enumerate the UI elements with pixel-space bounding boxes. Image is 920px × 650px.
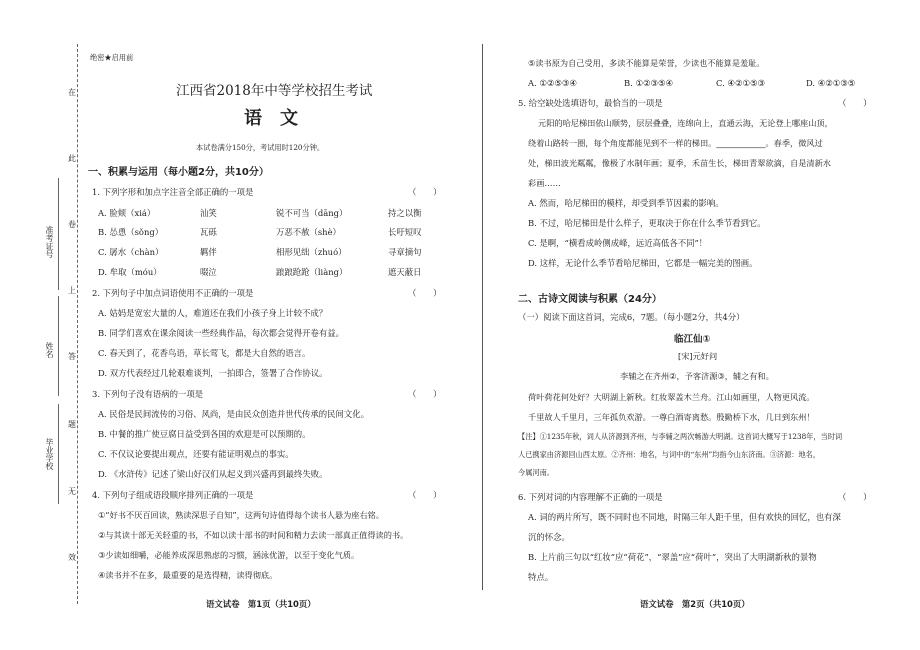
q4-item-5: ⑤读书原为自己受用，多读不能算是荣誉，少读也不能算是羞耻。	[528, 58, 765, 68]
q4-item-1: ①“好书不厌百回读，熟读深思子自知”，这两句诗值得每个读书人悬为座右铭。	[98, 510, 385, 520]
q5-passage-line: 处，梯田波光粼粼，像极了水制年画；夏季，禾苗生长，梯田青翠欲滴，自是清新水	[528, 158, 831, 168]
q1-b-2: 瓦砾	[200, 227, 217, 237]
q5-option-b: B. 不过，哈尼梯田是什么样子，更取决于你在什么季节看到它。	[528, 218, 766, 228]
seal-char: 上	[68, 286, 76, 295]
poem-note-line: 人已携家由济源回山西太原。②齐州：地名，与词中的“东州”均指今山东济南。③济源：地名，	[518, 450, 821, 459]
q4-paren: （ ）	[408, 490, 442, 500]
field-label-school: 毕业学校	[45, 438, 54, 470]
q2-paren: （ ）	[408, 288, 442, 298]
q5-option-a: A. 然而，哈尼梯田的模样，却受到季节因素的影响。	[528, 198, 724, 208]
subject-title: 语 文	[244, 108, 298, 129]
field-label-exam-number: 准考证号	[45, 226, 54, 258]
q1-b-3: 万恶不赦（shè）	[276, 227, 341, 237]
q4-option-a: A. ①②⑤③④	[528, 78, 577, 88]
q1-b-1: B. 怂恿（sǒng）	[98, 227, 164, 237]
field-line-name	[58, 296, 59, 396]
q4-item-3: ③少读如细嚼，必能养成深思熟虑的习惯，涵泳优游，以至于变化气质。	[98, 550, 360, 560]
page2-footer: 语文试卷 第2页（共10页）	[640, 599, 750, 609]
section1-title: 一、积累与运用（每小题2分，共10分）	[88, 167, 269, 178]
seal-char: 卷	[68, 220, 76, 229]
q1-d-1: D. 牟取（móu）	[98, 267, 162, 277]
seal-char: 在	[68, 88, 76, 97]
q4-item-2: ②与其读十部无关轻重的书，不如以读十部书的时间和精力去读一部真正值得读的书。	[98, 530, 409, 540]
q5-passage-line: 彩画……	[528, 178, 561, 188]
exam-info: 本试卷满分150分，考试用时120分钟。	[196, 143, 325, 152]
q1-d-2: 啜泣	[200, 267, 217, 277]
exam-title: 江西省2018年中等学校招生考试	[176, 83, 373, 99]
q1-c-3: 相形见绌（zhuó）	[276, 247, 347, 257]
q5-option-c: C. 是啊，“横看成岭侧成峰，远近高低各不同”！	[528, 238, 708, 248]
seal-char: 效	[68, 553, 76, 562]
binding-dashed-line	[77, 44, 78, 604]
q3-option-b: B. 中餐的推广使豆腐日益受到各国的欢迎是可以预期的。	[98, 429, 311, 439]
page1-footer: 语文试卷 第1页（共10页）	[206, 599, 316, 609]
q2-option-c: C. 春天到了，花香鸟语，草长莺飞，都是大自然的语言。	[98, 348, 311, 358]
field-line-exam-number	[58, 178, 59, 290]
q1-c-2: 羁伴	[200, 247, 217, 257]
q2-option-d: D. 双方代表经过几轮艰难谈判，一拍即合，签署了合作协议。	[98, 368, 328, 378]
seal-char: 无	[68, 487, 76, 496]
poem-note-line: 【注】①1235年秋，词人从济源到齐州，与李辅之两次畅游大明湖。这首词大概写于1238年，当时词	[518, 432, 843, 441]
q4-option-c: C. ④②①⑤③	[716, 78, 765, 88]
field-line-school	[58, 404, 59, 504]
q1-d-4: 遮天蔽日	[388, 267, 422, 277]
q5-passage-line: 绕着山路转一圈，每个角度都能见到不一样的梯田。____________。春季，微风过	[528, 138, 823, 148]
q1-a-1: A. 脸颊（xiá）	[98, 208, 156, 218]
poem-line: 荷叶荷花何处好？大明湖上新秋。红妆翠盖木兰舟。江山如画里，人物更风流。	[528, 392, 815, 402]
poem-title: 临江仙①	[674, 334, 711, 345]
q3-stem: 3. 下列句子没有语病的一项是	[92, 389, 204, 399]
q4-stem: 4. 下列句子组成语段顺序排列正确的一项是	[92, 490, 254, 500]
section2-title: 二、古诗文阅读与积累（24分）	[518, 294, 662, 305]
q1-a-2: 汕笑	[200, 208, 217, 218]
q6-option-b-cont: 特点。	[528, 572, 554, 582]
q1-d-3: 踉踉跄跄（liàng）	[276, 267, 348, 277]
q2-option-b: B. 同学们喜欢在课余阅读一些经典作品，每次都会觉得开卷有益。	[98, 328, 344, 338]
poem-note-line: 今属河南。	[518, 468, 554, 477]
q3-option-c: C. 不仅议论要提出观点，还要有能证明观点的事实。	[98, 449, 294, 459]
q4-option-b: B. ①②③⑤④	[624, 78, 674, 88]
poem-author: [宋]元好问	[678, 351, 718, 361]
q6-option-a: A. 词的两片所写，既不同时也不同地，时隔三年人距千里，但有欢快的回忆，也有深	[528, 512, 841, 522]
seal-char: 答	[68, 352, 76, 361]
q1-c-1: C. 孱水（chàn）	[98, 247, 164, 257]
q6-option-b: B. 上片前三句以“红妆”应“荷花”，“翠盖”应“荷叶”，突出了大明湖新秋的景物	[528, 552, 817, 562]
poem-preface: 李辅之在齐州②，予客济源③，辅之有和。	[620, 371, 774, 381]
q1-stem: 1. 下列字形和加点字注音全部正确的一项是	[92, 187, 254, 197]
field-label-name: 姓名	[45, 342, 54, 358]
page-divider	[482, 44, 483, 590]
seal-char: 题	[68, 420, 76, 429]
q3-option-d: D. 《水浒传》记述了梁山好汉们从起义到兴盛再到最终失败。	[98, 469, 328, 479]
q3-paren: （ ）	[408, 389, 442, 399]
sub1-instruction: （一）阅读下面这首词，完成6，7题。（每小题2分，共4分）	[518, 312, 745, 322]
q1-b-4: 长吁短叹	[388, 227, 422, 237]
q1-c-4: 寻章摘句	[388, 247, 422, 257]
seal-char: 此	[68, 154, 76, 163]
q6-stem: 6. 下列对词的内容理解不正确的一项是	[518, 492, 663, 502]
q5-paren: （ ）	[838, 98, 872, 108]
poem-line: 千里故人千里月，三年孤负欢游。一尊白酒寄离愁。殷勤桥下水，几日到东州！	[528, 412, 815, 422]
q5-passage-line: 元阳的哈尼梯田依山顺势，层层叠叠，连绵向上，直通云海，无论登上哪座山顶，	[538, 118, 833, 128]
q2-option-a: A. 姑妈是宽宏大量的人，难道还在我们小孩子身上计较不成？	[98, 308, 328, 318]
q1-a-4: 持之以衡	[388, 208, 422, 218]
q1-paren: （ ）	[408, 187, 442, 197]
q6-option-a-cont: 沉的怀念。	[528, 532, 570, 542]
secret-mark: 绝密★启用前	[90, 53, 134, 62]
q5-stem: 5. 给空缺处选填语句，最恰当的一项是	[518, 98, 663, 108]
q3-option-a: A. 民俗是民间流传的习俗、风尚，是由民众创造并世代传承的民间文化。	[98, 409, 369, 419]
q6-paren: （ ）	[838, 492, 872, 502]
q4-item-4: ④读书并不在多，最重要的是选得精，读得彻底。	[98, 570, 278, 580]
q1-a-3: 锐不可当（dāng）	[276, 208, 348, 218]
q5-option-d: D. 这样，无论什么季节看哈尼梯田，它都是一幅完美的图画。	[528, 258, 758, 268]
q2-stem: 2. 下列句子中加点词语使用不正确的一项是	[92, 288, 254, 298]
q4-option-d: D. ④②①③⑤	[806, 78, 856, 88]
